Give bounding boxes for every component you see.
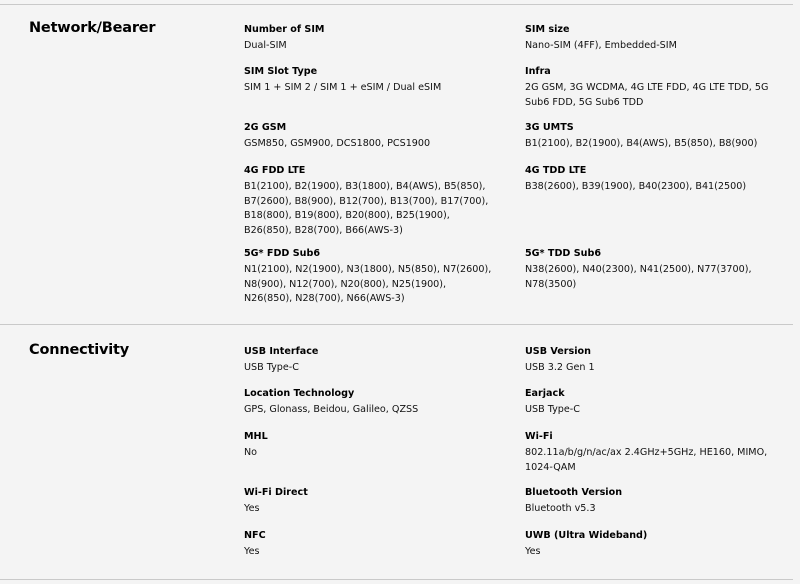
spec-label: Infra <box>525 66 551 77</box>
spec-value: Yes <box>525 546 541 557</box>
spec-value: B1(2100), B2(1900), B4(AWS), B5(850), B8(900) <box>525 138 758 149</box>
spec-label: 3G UMTS <box>525 122 574 133</box>
spec-value: 2G GSM, 3G WCDMA, 4G LTE FDD, 4G LTE TDD, 5G Sub6 FDD, 5G Sub6 TDD <box>525 82 769 108</box>
spec-value: SIM 1 + SIM 2 / SIM 1 + eSIM / Dual eSIM <box>244 82 442 93</box>
section-divider <box>0 324 793 325</box>
top-divider <box>0 4 793 5</box>
spec-value: Dual-SIM <box>244 40 287 51</box>
spec-label: SIM Slot Type <box>244 66 318 77</box>
spec-label: Location Technology <box>244 388 355 399</box>
spec-wi-fi <box>525 430 775 475</box>
spec-sim-slot-type <box>244 65 494 96</box>
spec-label: 5G* TDD Sub6 <box>525 248 602 259</box>
spec-value: B38(2600), B39(1900), B40(2300), B41(2500) <box>525 181 747 192</box>
spec-value: GPS, Glonass, Beidou, Galileo, QZSS <box>244 404 419 415</box>
spec-5g-tdd-sub6 <box>525 247 775 292</box>
spec-label: Wi-Fi <box>525 431 553 442</box>
spec-usb-interface <box>244 345 494 376</box>
spec-value: No <box>244 447 258 458</box>
spec-earjack <box>525 387 775 418</box>
spec-value: N1(2100), N2(1900), N3(1800), N5(850), N7(2600), N8(900), N12(700), N20(800), N25(1900), N26(850), N28(700), N66(AWS-3) <box>244 264 492 304</box>
spec-label: Wi-Fi Direct <box>244 487 308 498</box>
spec-bluetooth-version <box>525 486 775 517</box>
spec-value: Nano-SIM (4FF), Embedded-SIM <box>525 40 677 51</box>
spec-label: 5G* FDD Sub6 <box>244 248 321 259</box>
spec-sim-size <box>525 23 775 54</box>
bottom-divider <box>0 579 793 580</box>
section-title-connectivity: Connectivity <box>29 342 129 358</box>
spec-label: USB Version <box>525 346 591 357</box>
spec-value: USB Type-C <box>525 404 580 415</box>
spec-label: 4G TDD LTE <box>525 165 587 176</box>
spec-value: USB 3.2 Gen 1 <box>525 362 595 373</box>
spec-wi-fi-direct <box>244 486 494 517</box>
spec-label: UWB (Ultra Wideband) <box>525 530 648 541</box>
spec-number-of-sim <box>244 23 494 54</box>
spec-uwb <box>525 529 775 560</box>
spec-value: Yes <box>244 503 260 514</box>
spec-value: 802.11a/b/g/n/ac/ax 2.4GHz+5GHz, HE160, MIMO, 1024-QAM <box>525 447 768 473</box>
spec-2g-gsm <box>244 121 494 152</box>
spec-usb-version <box>525 345 775 376</box>
spec-value: GSM850, GSM900, DCS1800, PCS1900 <box>244 138 431 149</box>
spec-value: Bluetooth v5.3 <box>525 503 596 514</box>
spec-4g-tdd-lte <box>525 164 775 195</box>
spec-location-technology <box>244 387 494 418</box>
spec-label: Bluetooth Version <box>525 487 623 498</box>
spec-label: USB Interface <box>244 346 319 357</box>
spec-5g-fdd-sub6 <box>244 247 494 307</box>
spec-mhl <box>244 430 494 461</box>
spec-nfc <box>244 529 494 560</box>
spec-value: Yes <box>244 546 260 557</box>
spec-label: 2G GSM <box>244 122 287 133</box>
spec-label: SIM size <box>525 24 570 35</box>
spec-3g-umts <box>525 121 775 152</box>
spec-label: NFC <box>244 530 266 541</box>
spec-value: USB Type-C <box>244 362 299 373</box>
spec-4g-fdd-lte <box>244 164 494 238</box>
spec-value: B1(2100), B2(1900), B3(1800), B4(AWS), B5(850), B7(2600), B8(900), B12(700), B13(700), B17(700), B18(800), B19(800), B20(800), B25(1900), B26(850), B28(700), B66(AWS-3) <box>244 181 489 236</box>
spec-label: 4G FDD LTE <box>244 165 306 176</box>
spec-label: Number of SIM <box>244 24 325 35</box>
spec-label: Earjack <box>525 388 565 399</box>
section-title-network-bearer: Network/Bearer <box>29 20 156 36</box>
spec-label: MHL <box>244 431 268 442</box>
spec-infra <box>525 65 775 110</box>
spec-value: N38(2600), N40(2300), N41(2500), N77(3700), N78(3500) <box>525 264 752 290</box>
